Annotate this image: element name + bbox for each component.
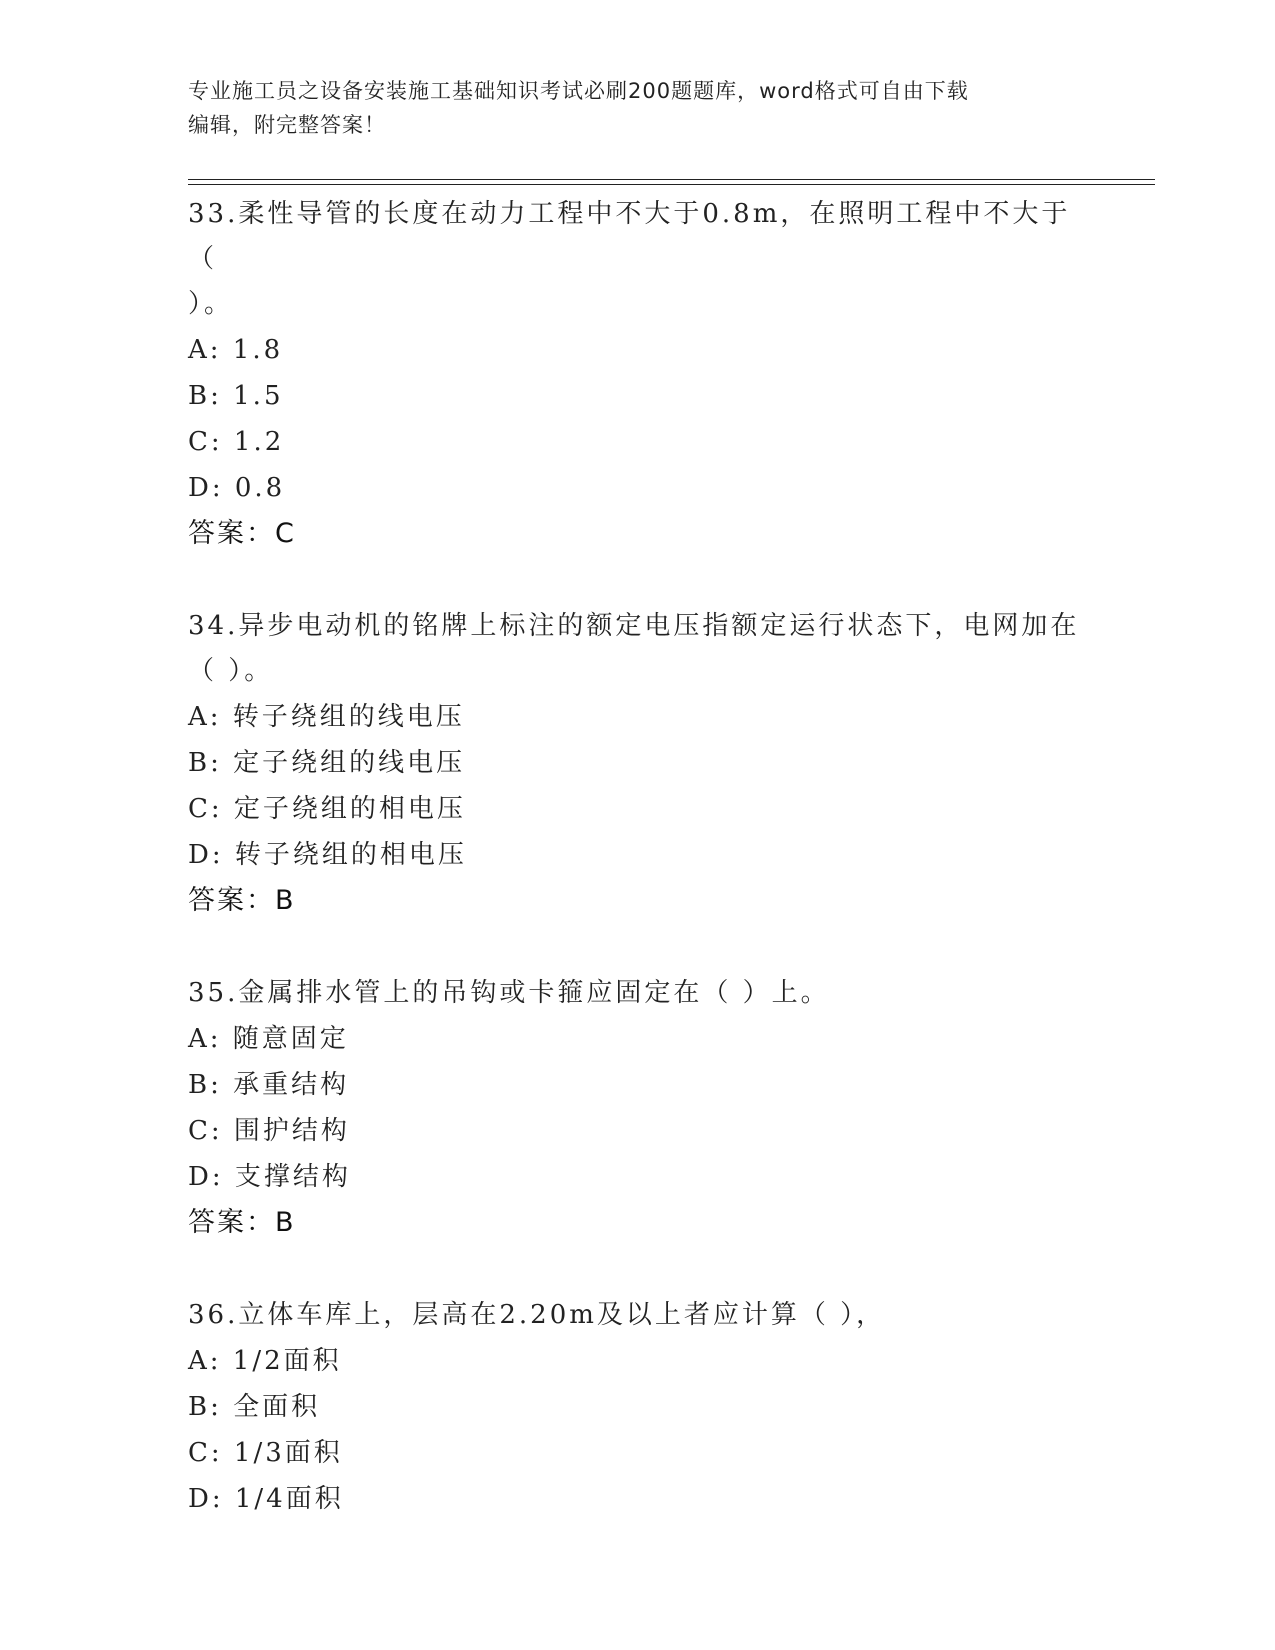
question-34 bbox=[188, 604, 1088, 924]
option-d: D: 0.8 bbox=[188, 473, 286, 503]
option-b: B: 1.5 bbox=[188, 381, 284, 411]
question-list bbox=[188, 192, 1088, 1522]
answer-line: 答案：C bbox=[188, 518, 296, 549]
question-stem-continued: （ ）。 bbox=[188, 656, 274, 686]
header-rule-top bbox=[188, 179, 1155, 180]
question-36 bbox=[188, 1293, 1088, 1522]
option-a: A: 随意固定 bbox=[188, 1024, 349, 1054]
option-b: B: 全面积 bbox=[188, 1392, 321, 1422]
option-b: B: 定子绕组的线电压 bbox=[188, 748, 466, 778]
option-a: A: 转子绕组的线电压 bbox=[188, 702, 465, 732]
option-c: C: 1/3面积 bbox=[188, 1438, 343, 1468]
document-header bbox=[188, 74, 1088, 142]
header-line-2: 编辑，附完整答案！ bbox=[188, 113, 386, 137]
option-b: B: 承重结构 bbox=[188, 1070, 350, 1100]
question-35 bbox=[188, 971, 1088, 1246]
question-stem: 35.金属排水管上的吊钩或卡箍应固定在（ ）上。 bbox=[188, 978, 830, 1008]
question-stem: 34.异步电动机的铭牌上标注的额定电压指额定运行状态下，电网加在 bbox=[188, 611, 1080, 641]
option-a: A: 1.8 bbox=[188, 335, 284, 365]
answer-line: 答案：B bbox=[188, 1207, 296, 1238]
option-d: D: 支撑结构 bbox=[188, 1162, 351, 1192]
question-stem: 36.立体车库上，层高在2.20m及以上者应计算（ ）， bbox=[188, 1300, 886, 1330]
option-d: D: 1/4面积 bbox=[188, 1484, 344, 1514]
question-33 bbox=[188, 192, 1088, 557]
question-stem-continued: ）。 bbox=[188, 289, 234, 319]
answer-line: 答案：B bbox=[188, 885, 296, 916]
option-a: A: 1/2面积 bbox=[188, 1346, 342, 1376]
header-rule-bottom bbox=[188, 184, 1155, 185]
question-stem: 33.柔性导管的长度在动力工程中不大于0.8m，在照明工程中不大于（ bbox=[188, 199, 1071, 274]
option-c: C: 定子绕组的相电压 bbox=[188, 794, 466, 824]
option-c: C: 围护结构 bbox=[188, 1116, 350, 1146]
option-d: D: 转子绕组的相电压 bbox=[188, 840, 467, 870]
header-line-1: 专业施工员之设备安装施工基础知识考试必刷200题题库，word格式可自由下载 bbox=[188, 79, 969, 103]
option-c: C: 1.2 bbox=[188, 427, 285, 457]
